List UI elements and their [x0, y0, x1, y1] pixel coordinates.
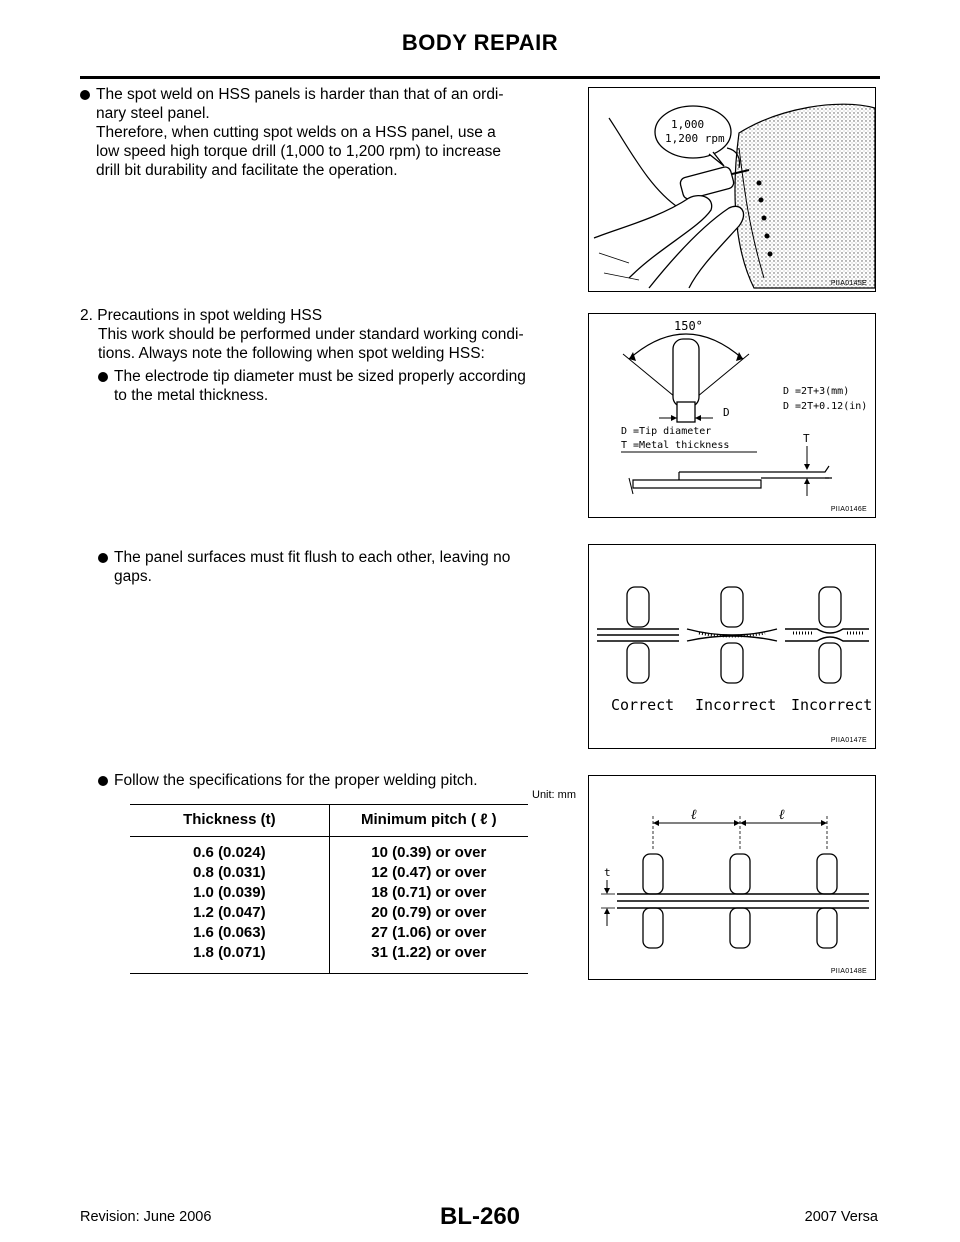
text-line: to the metal thickness. — [114, 387, 269, 404]
pitch-value: 27 (1.06) or over — [371, 924, 487, 941]
figure-weld-pitch — [588, 775, 876, 980]
label-incorrect: Incorrect — [791, 696, 873, 714]
text-line: drill bit durability and facilitate the operation. — [96, 162, 398, 179]
text-line: nary steel panel. — [96, 105, 210, 122]
thickness-value: 0.8 (0.031) — [193, 864, 266, 881]
pitch-values — [329, 837, 528, 974]
bullet-dot — [98, 553, 108, 563]
figure-drill — [588, 87, 876, 292]
figure-code: PIIA0145E — [830, 280, 867, 287]
text-line: tions. Always note the following when spot welding HSS: — [98, 345, 485, 362]
pitch-value: 20 (0.79) or over — [371, 904, 487, 921]
figure-code: PIIA0147E — [830, 737, 867, 744]
col-header-thickness: Thickness (t) — [130, 805, 329, 837]
header-rule — [80, 76, 880, 79]
text-line: The panel surfaces must fit flush to each other, leaving no — [114, 549, 511, 566]
table-unit: Unit: mm — [532, 789, 576, 801]
thickness-value: 0.6 (0.024) — [193, 844, 266, 861]
bullet-drill-speed — [80, 85, 576, 180]
figure-electrode-tip — [588, 313, 876, 518]
speed-label: 1,000 — [671, 118, 705, 131]
drill-illustration — [589, 88, 875, 291]
pitch-value: 12 (0.47) or over — [371, 864, 487, 881]
pitch-symbol: ℓ — [779, 807, 785, 823]
text-line: low speed high torque drill (1,000 to 1,200 rpm) to increase — [96, 143, 501, 160]
col-header-pitch: Minimum pitch ( ℓ ) — [329, 805, 528, 837]
angle-label: 150° — [674, 319, 703, 333]
weld-pitch-diagram — [589, 776, 875, 979]
footer-model: 2007 Versa — [804, 1209, 878, 1225]
pitch-value: 18 (0.71) or over — [371, 884, 487, 901]
formula-mm: D =2T+3(mm) — [783, 386, 850, 397]
label-correct: Correct — [611, 696, 675, 714]
text-line: The electrode tip diameter must be sized properly according — [114, 368, 526, 385]
formula-in: D =2T+0.12(in) — [783, 401, 868, 412]
text-line: gaps. — [114, 568, 152, 585]
pitch-value: 31 (1.22) or over — [371, 944, 487, 961]
figure-panel-fit — [588, 544, 876, 749]
bullet-electrode-tip — [98, 367, 576, 405]
thickness-value: 1.0 (0.039) — [193, 884, 266, 901]
text-line: Follow the specifications for the proper welding pitch. — [114, 772, 478, 789]
legend-d: D =Tip diameter — [621, 426, 712, 437]
page-title: BODY REPAIR — [401, 30, 559, 55]
section-heading: 2. Precautions in spot welding HSS — [80, 307, 323, 324]
text-line: The spot weld on HSS panels is harder than that of an ordi- — [96, 86, 504, 103]
bullet-dot — [98, 776, 108, 786]
thickness-value: 1.2 (0.047) — [193, 904, 266, 921]
footer-revision: Revision: June 2006 — [80, 1209, 212, 1225]
thickness-value: 1.6 (0.063) — [193, 924, 266, 941]
speed-label: 1,200 rpm — [665, 132, 725, 145]
pitch-value: 10 (0.39) or over — [371, 844, 487, 861]
bullet-weld-pitch — [98, 771, 576, 790]
d-label: D — [723, 406, 730, 419]
panel-fit-diagram — [589, 545, 875, 748]
bullet-dot — [98, 372, 108, 382]
figure-code: PIIA0146E — [830, 506, 867, 513]
figure-code: PIIA0148E — [830, 968, 867, 975]
pitch-symbol: ℓ — [691, 807, 697, 823]
bullet-panel-fit — [98, 548, 576, 586]
t-label: T — [803, 432, 810, 445]
text-line: This work should be performed under standard working condi- — [98, 326, 524, 343]
legend-t: T =Metal thickness — [621, 440, 730, 451]
thickness-values — [130, 837, 329, 974]
electrode-diagram — [589, 314, 875, 517]
thickness-value: 1.8 (0.071) — [193, 944, 266, 961]
text-line: Therefore, when cutting spot welds on a HSS panel, use a — [96, 124, 496, 141]
page-number: BL-260 — [439, 1203, 521, 1230]
label-incorrect: Incorrect — [695, 696, 777, 714]
spec-table — [130, 804, 528, 974]
bullet-dot — [80, 90, 90, 100]
t-label: t — [604, 866, 611, 879]
section-spot-welding — [80, 306, 576, 363]
